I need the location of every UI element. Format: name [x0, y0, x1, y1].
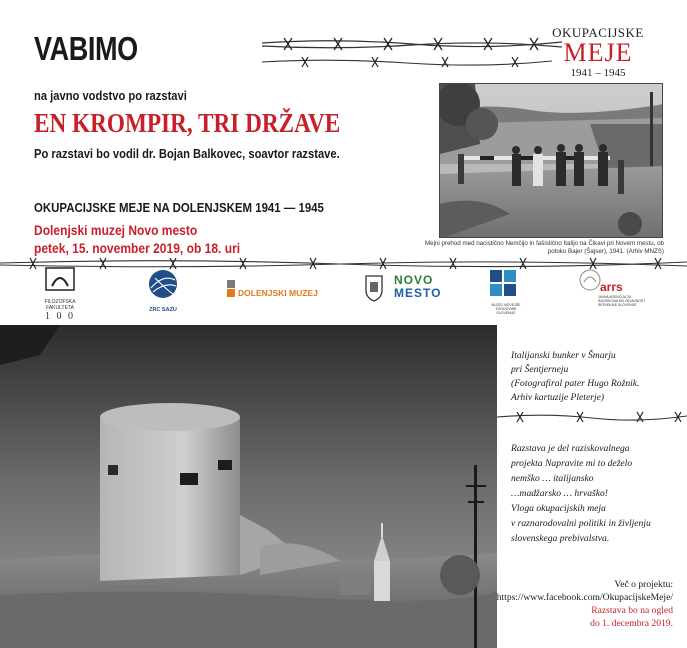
venue: Dolenjski muzej Novo mesto: [34, 222, 198, 238]
dolenjski-muzej-logo: DOLENJSKI MUZEJ: [227, 278, 323, 302]
arrs-logo: arrs JAVNA AGENCIJA ZA RAZISKOVALNO DEJAVNOST REPUBLIKE SLOVENIJE: [578, 268, 648, 297]
headline: EN KROMPIR, TRI DRŽAVE: [34, 108, 341, 138]
okupacijske-meje-logo: OKUPACIJSKE MEJE 1941 – 1945: [552, 25, 644, 79]
ff-logo: FILOZOFSKA FAKULTETA 1 0 0: [38, 266, 82, 322]
guide-line: Po razstavi bo vodil dr. Bojan Balkovec, soavtor razstave.: [34, 146, 340, 161]
bunker-caption: Italijanski bunker v Šmarju pri Šentjerneju (Fotografiral pater Hugo Rožnik. Arhiv kartuzije Pleterje): [511, 350, 640, 403]
event-date: petek, 15. november 2019, ob 18. uri: [34, 240, 241, 256]
project-description: Razstava je del raziskovalnega projekta Napravite mi to deželo nemško … italijansko …madžarsko … hrvaško! Vloga okupacijskih meja v raznarodovalni politiki in življenju slovenskega prebivalstva.: [511, 443, 651, 544]
barbed-wire-top: [262, 34, 562, 56]
zrc-sazu-logo: ZRC SAZU: [145, 268, 181, 313]
mnzs-emblem-icon: [488, 268, 518, 298]
barbed-wire-side: [497, 409, 687, 425]
muzej-square-orange-icon: [227, 289, 235, 297]
facebook-link[interactable]: https://www.facebook.com/OkupacijskeMeje/: [496, 592, 673, 603]
photo-caption: Mejni prehod med nacistično Nemčijo in fašistično Italijo na Čikavi pri Novem mestu, ob potoku Bajer (Šajser), 1941. (Arhiv MNZS): [424, 240, 664, 255]
border-crossing-photo: [439, 83, 663, 238]
novo-mesto-logo: NOVO MESTO: [394, 273, 442, 300]
mnzs-logo: MUZEJ NOVEJŠE ZGODOVINE SLOVENIJE: [488, 268, 524, 315]
barbed-wire-top-2: [262, 54, 552, 70]
globe-icon: [145, 268, 181, 302]
exhibition-title: OKUPACIJSKE MEJE NA DOLENJSKEM 1941 — 1945: [34, 200, 324, 215]
bunker-photo: [0, 325, 497, 648]
vabimo-title: VABIMO: [34, 30, 138, 67]
arrs-emblem-icon: [578, 268, 602, 292]
more-info: Več o projektu: https://www.facebook.com/OkupacijskeMeje/ Razstava bo na ogled do 1. decembra 2019.: [496, 579, 673, 629]
subtitle: na javno vodstvo po razstavi: [34, 88, 187, 103]
invitation-header: [0, 0, 687, 322]
novo-mesto-coat-icon: [364, 274, 384, 304]
ff-emblem-icon: [38, 266, 82, 294]
partner-logos: [0, 266, 687, 322]
muzej-square-icon: [227, 280, 235, 288]
